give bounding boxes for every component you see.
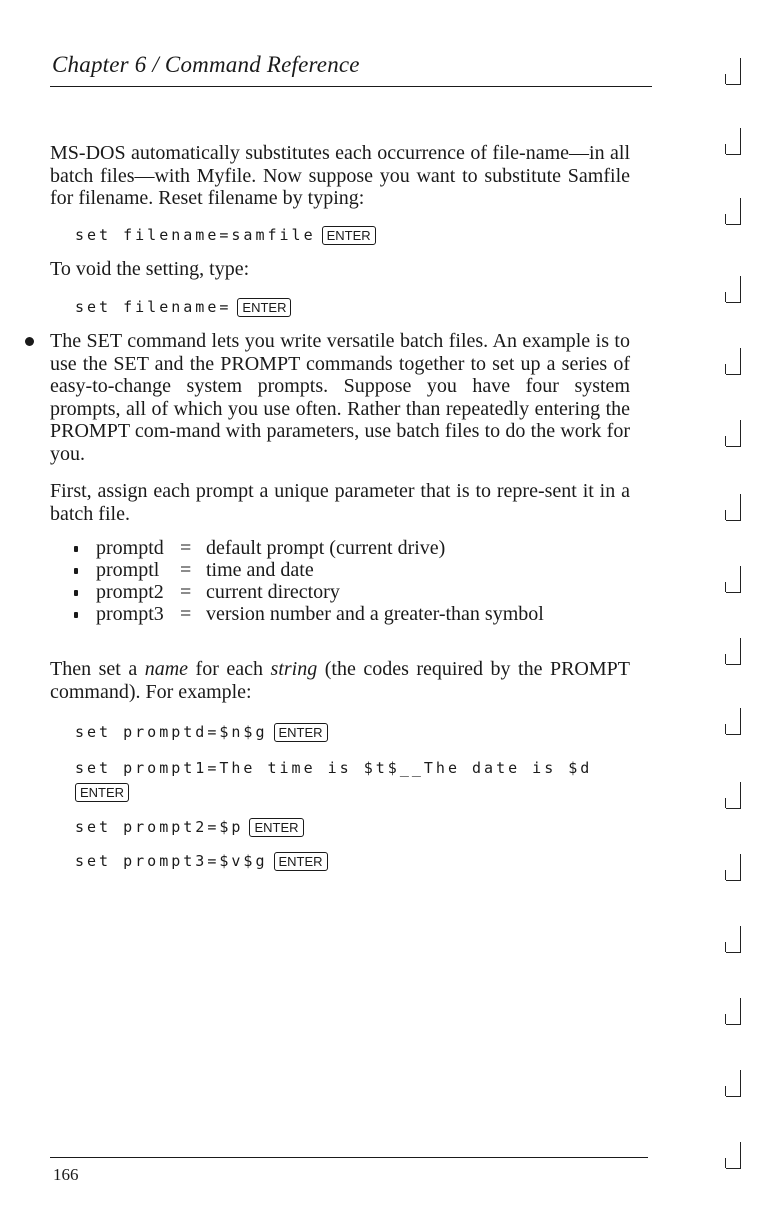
binding-mark [726, 1070, 741, 1097]
paragraph-void-setting: To void the setting, type: [50, 258, 250, 280]
list-equals: = [180, 559, 192, 581]
list-equals: = [180, 581, 192, 603]
text-italic-string: string [270, 658, 318, 680]
list-item [74, 603, 544, 625]
bullet-icon [74, 612, 78, 618]
bullet-icon [74, 568, 78, 574]
list-equals: = [180, 537, 192, 559]
list-item [74, 559, 544, 581]
code-text: set prompt3=$v$g [75, 852, 268, 870]
paragraph-set-name [50, 658, 630, 703]
list-desc: time and date [206, 559, 314, 581]
binding-mark [726, 420, 741, 447]
binding-margin-marks [718, 58, 758, 1178]
binding-mark [726, 566, 741, 593]
code-line-prompt2 [75, 815, 304, 839]
list-term: prompt2 [96, 581, 164, 603]
text-italic-name: name [144, 658, 189, 680]
code-line-prompt3 [75, 849, 328, 873]
enter-key-icon: ENTER [75, 783, 129, 802]
bullet-icon [74, 590, 78, 596]
enter-key-icon: ENTER [322, 226, 376, 245]
code-text: set prompt1=The time is $t$__The date is $d [75, 759, 593, 777]
binding-mark [726, 348, 741, 375]
bullet-icon [74, 546, 78, 552]
paragraph-assign-prompt: First, assign each prompt a unique parameter that is to repre-sent it in a batch file. [50, 480, 630, 525]
text-run: (the codes required by the PROMPT command). For example: [50, 658, 630, 703]
prompt-parameter-list [74, 537, 544, 625]
list-equals: = [180, 603, 192, 625]
code-text: set filename= [75, 298, 232, 316]
list-term: promptd [96, 537, 164, 559]
list-term: prompt3 [96, 603, 164, 625]
code-line-prompt1-enter [75, 780, 129, 804]
footer-rule [50, 1157, 648, 1158]
page-header-title: Chapter 6 / Command Reference [52, 52, 360, 77]
enter-key-icon: ENTER [237, 298, 291, 317]
binding-mark [726, 128, 741, 155]
code-line-void-filename [75, 295, 291, 319]
code-text: set prompt2=$p [75, 818, 244, 836]
binding-mark [726, 638, 741, 665]
bullet-icon [25, 337, 34, 346]
list-desc: current directory [206, 581, 340, 603]
list-item [74, 581, 544, 603]
enter-key-icon: ENTER [274, 723, 328, 742]
paragraph-substitution: MS-DOS automatically substitutes each occurrence of file-name—in all batch files—with Myfile. Now suppose you want to substitute Samfile for filename. Reset filename by typing: [50, 142, 630, 209]
code-line-set-filename [75, 223, 376, 247]
code-text: set filename=samfile [75, 226, 316, 244]
list-desc: default prompt (current drive) [206, 537, 446, 559]
text-run: for each [188, 658, 271, 680]
code-line-prompt1 [75, 756, 592, 780]
page-number: 166 [53, 1165, 79, 1184]
enter-key-icon: ENTER [249, 818, 303, 837]
code-line-promptd [75, 720, 328, 744]
binding-mark [726, 854, 741, 881]
binding-mark [726, 1142, 741, 1169]
binding-mark [726, 494, 741, 521]
code-text: set promptd=$n$g [75, 723, 268, 741]
binding-mark [726, 58, 741, 85]
binding-mark [726, 198, 741, 225]
binding-mark [726, 998, 741, 1025]
binding-mark [726, 276, 741, 303]
list-desc: version number and a greater-than symbol [206, 603, 544, 625]
list-term: promptl [96, 559, 160, 581]
binding-mark [726, 782, 741, 809]
binding-mark [726, 708, 741, 735]
text-run: Then set a [50, 658, 145, 680]
header-rule [50, 86, 652, 87]
enter-key-icon: ENTER [274, 852, 328, 871]
paragraph-set-command: The SET command lets you write versatile batch files. An example is to use the SET and the PROMPT commands together to set up a series of easy-to-change system prompts. Suppose you have four system prompts, all of which you use often. Rather than repeatedly entering the PROMPT com-mand with parameters, use batch files to do the work for you. [50, 330, 630, 465]
binding-mark [726, 926, 741, 953]
list-item [74, 537, 544, 559]
